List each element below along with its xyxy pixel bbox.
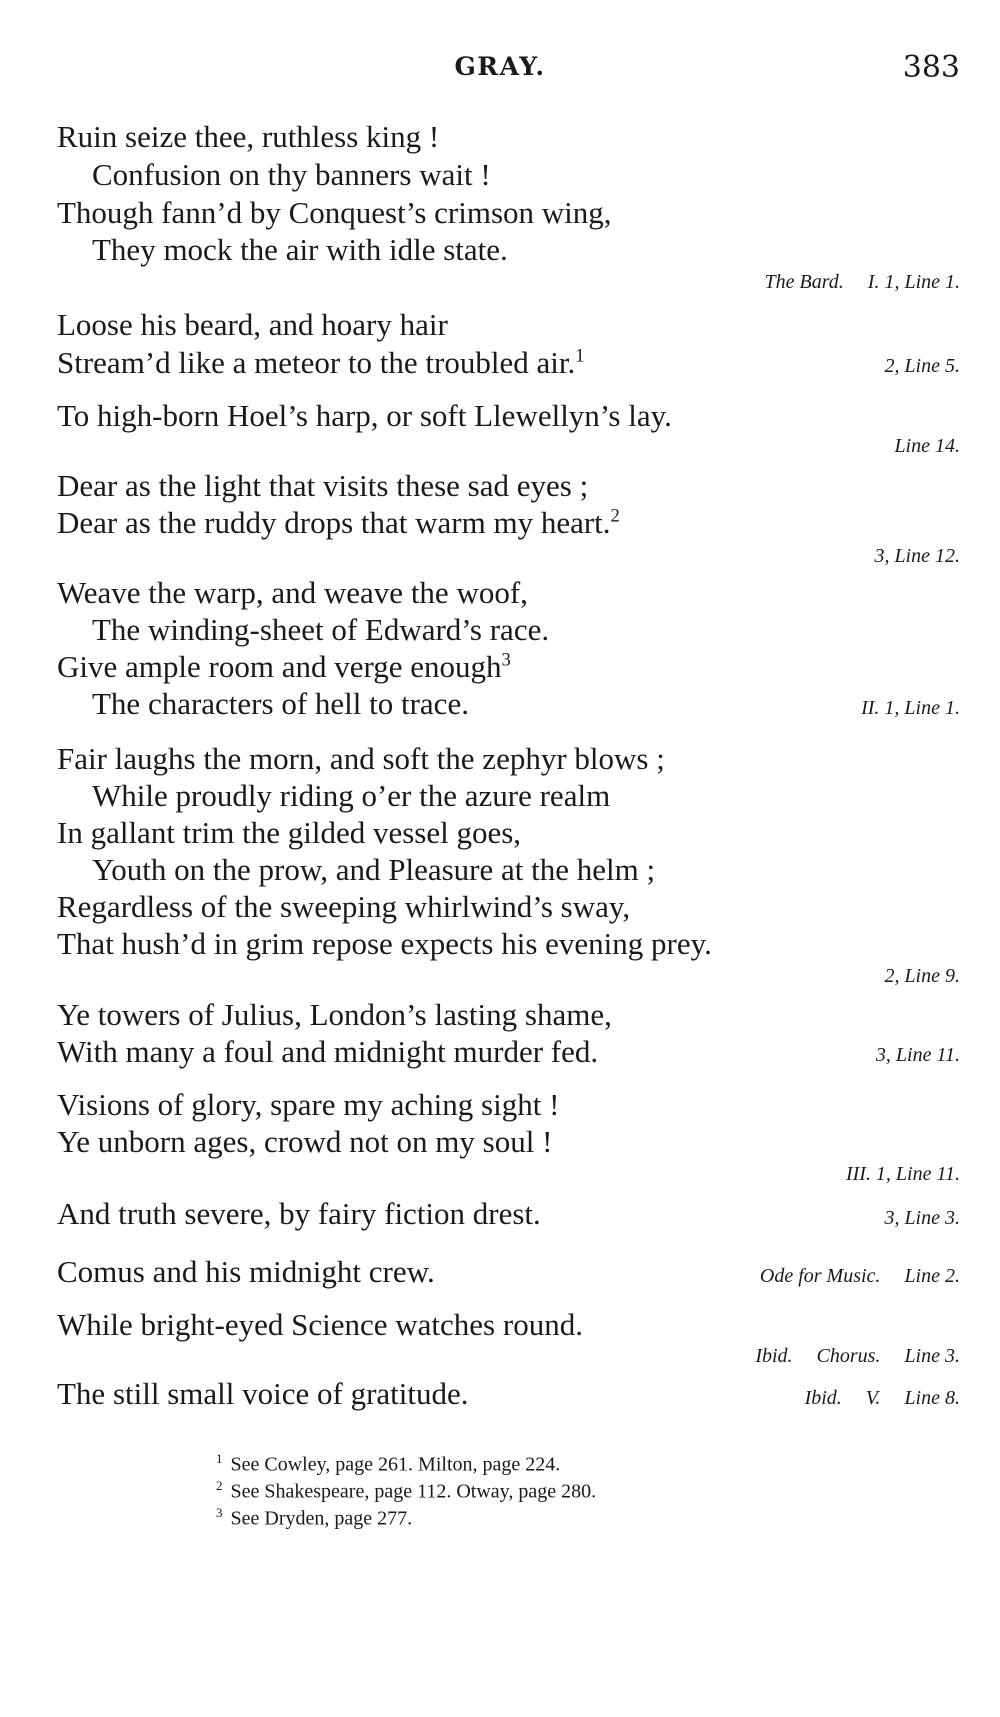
verse-line: Comus and his midnight crew. xyxy=(57,1254,435,1289)
verse-line: The characters of hell to trace. xyxy=(92,686,469,721)
verse-line: While bright-eyed Science watches round. xyxy=(57,1307,583,1342)
footnote-mark: 1 xyxy=(216,1451,223,1466)
verse-line: Loose his beard, and hoary hair xyxy=(57,307,448,342)
verse-line: That hush’d in grim repose expects his evening prey. xyxy=(57,926,712,961)
citation: Line 14. xyxy=(894,435,960,457)
citation xyxy=(760,1262,960,1290)
footnote xyxy=(216,1500,412,1532)
verse-line: Fair laughs the morn, and soft the zephyr blows ; xyxy=(57,741,665,776)
footnote-mark: 3 xyxy=(216,1505,223,1520)
verse-line: Youth on the prow, and Pleasure at the helm ; xyxy=(92,852,656,887)
verse-line: While proudly riding o’er the azure realm xyxy=(92,778,611,813)
verse-line: Dear as the light that visits these sad eyes ; xyxy=(57,468,589,503)
verse-line: Ye unborn ages, crowd not on my soul ! xyxy=(57,1124,553,1159)
verse-line: Stream’d like a meteor to the troubled air.$^1$ xyxy=(57,345,585,380)
citation xyxy=(765,268,960,296)
citation: 3, Line 12. xyxy=(874,545,960,567)
citation: 2, Line 5. xyxy=(884,355,960,377)
citation xyxy=(755,1342,960,1370)
citation-line: I. 1, Line 1. xyxy=(867,271,960,293)
verse-line: Ye towers of Julius, London’s lasting shame, xyxy=(57,997,612,1032)
citation xyxy=(805,1384,960,1412)
citation-line: Line 3. xyxy=(904,1345,960,1367)
verse-line: Ruin seize thee, ruthless king ! xyxy=(57,119,440,154)
verse-line: The winding-sheet of Edward’s race. xyxy=(92,612,550,647)
page-number: 383 xyxy=(902,50,960,85)
citation-line: Line 8. xyxy=(904,1387,960,1409)
citation-section: V. xyxy=(865,1387,881,1409)
citation-work: Ode for Music. xyxy=(759,1265,881,1287)
verse-line: With many a foul and midnight murder fed. xyxy=(57,1034,599,1069)
footnote-mark: 2 xyxy=(216,1478,223,1493)
citation: 3, Line 11. xyxy=(875,1044,960,1066)
verse-line: Though fann’d by Conquest’s crimson wing, xyxy=(57,195,612,230)
citation-line: Line 2. xyxy=(904,1265,960,1287)
citation: 3, Line 3. xyxy=(884,1207,960,1229)
citation-work: Ibid. xyxy=(755,1345,793,1367)
citation: III. 1, Line 11. xyxy=(845,1163,960,1185)
verse-line: Visions of glory, spare my aching sight ! xyxy=(57,1087,560,1122)
verse-line: And truth severe, by fairy fiction drest. xyxy=(57,1196,541,1231)
footnote-text: See Shakespeare, page 112. Otway, page 280. xyxy=(230,1480,597,1503)
footnote-ref: 3 xyxy=(501,649,511,671)
citation-work: Ibid. xyxy=(804,1387,842,1409)
verse-line: Dear as the ruddy drops that warm my heart.$^2$ xyxy=(57,505,620,540)
running-head: GRAY. xyxy=(454,52,546,81)
footnote-text: See Cowley, page 261. Milton, page 224. xyxy=(230,1453,561,1476)
verse-line: To high-born Hoel’s harp, or soft Llewellyn’s lay. xyxy=(57,398,672,433)
verse-line: Confusion on thy banners wait ! xyxy=(92,157,491,192)
footnote-ref: 2 xyxy=(610,505,620,527)
citation-section: Chorus. xyxy=(816,1345,881,1367)
footnote-ref: 1 xyxy=(575,345,585,367)
footnote-text: See Dryden, page 277. xyxy=(230,1507,413,1530)
verse-line: The still small voice of gratitude. xyxy=(57,1376,469,1411)
verse-line: Regardless of the sweeping whirlwind’s sway, xyxy=(57,889,631,924)
verse-line: Weave the warp, and weave the woof, xyxy=(57,575,528,610)
citation: II. 1, Line 1. xyxy=(861,697,960,719)
citation-work: The Bard. xyxy=(764,271,844,293)
verse-line: Give ample room and verge enough$^3$ xyxy=(57,649,511,684)
verse-line: They mock the air with idle state. xyxy=(92,232,508,267)
citation: 2, Line 9. xyxy=(884,965,960,987)
verse-line: In gallant trim the gilded vessel goes, xyxy=(57,815,522,850)
